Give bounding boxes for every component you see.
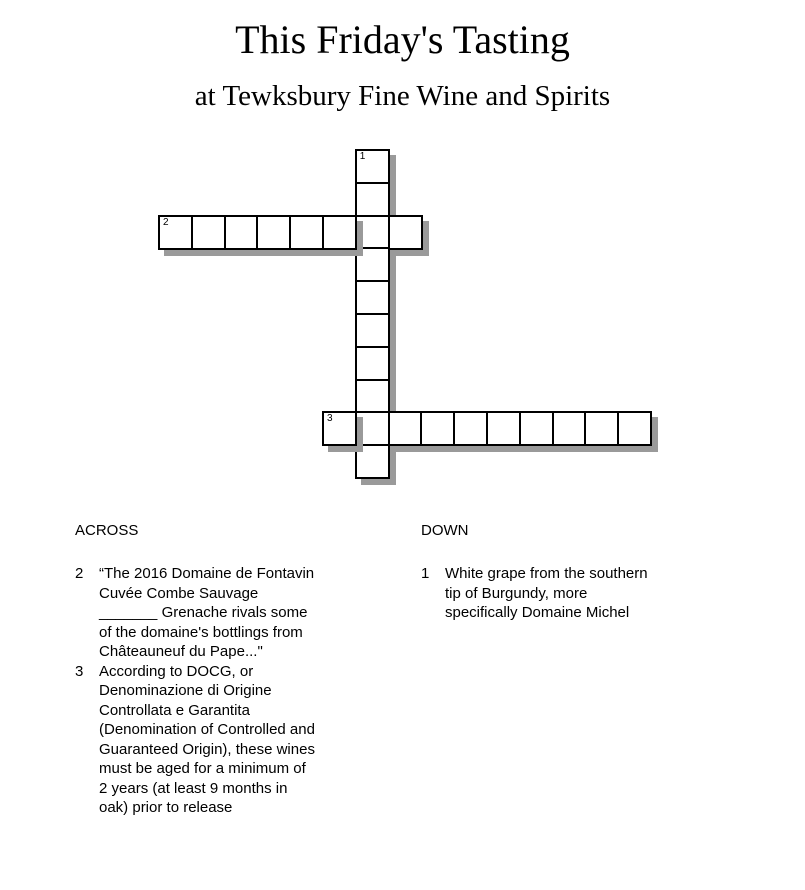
clue-number: 3	[75, 662, 84, 680]
grid-cell[interactable]	[388, 215, 423, 250]
grid-cell[interactable]	[158, 215, 193, 250]
grid-cell[interactable]	[355, 313, 390, 348]
grid-cell[interactable]	[256, 215, 291, 250]
cell-number: 3	[327, 413, 333, 425]
grid-cell[interactable]	[584, 411, 619, 446]
page-subtitle: at Tewksbury Fine Wine and Spirits	[194, 80, 611, 112]
grid-cell[interactable]	[420, 411, 455, 446]
clue-number: 2	[75, 565, 84, 582]
page-title: This Friday's Tasting	[235, 17, 570, 62]
across-heading: ACROSS	[75, 522, 139, 539]
grid-cell[interactable]	[355, 149, 390, 184]
clue-text: “The 2016 Domaine de Fontavin Cuvée Combe Sauvage _______ Grenache rivals some of the domaine's bottlings from Châteauneuf du Pape..."	[99, 565, 315, 660]
grid-cell[interactable]	[224, 215, 259, 250]
grid-cell[interactable]	[355, 346, 390, 381]
cell-number: 2	[163, 216, 169, 228]
grid-cell[interactable]	[486, 411, 521, 446]
grid-cell[interactable]	[388, 411, 423, 446]
grid-cell[interactable]	[322, 215, 357, 250]
down-heading: DOWN	[421, 522, 469, 539]
grid-cell[interactable]	[289, 215, 324, 250]
grid-cell[interactable]	[552, 411, 587, 446]
grid-cell[interactable]	[355, 182, 390, 217]
grid-cell[interactable]	[355, 215, 390, 250]
grid-cell[interactable]	[355, 379, 390, 414]
grid-cell[interactable]	[453, 411, 488, 446]
down-clues	[421, 520, 661, 623]
grid-cell[interactable]	[191, 215, 226, 250]
grid-cell[interactable]	[322, 411, 357, 446]
clue-text: According to DOCG, or Denominazione di Origine Controllata e Garantita (Denomination of Controlled and Guaranteed Origin), these wines must be aged for a minimum of 2 years (at least 9 months in oak) prior to release	[99, 662, 315, 816]
clue-number: 1	[421, 565, 430, 582]
grid-cell[interactable]	[355, 411, 390, 446]
grid-cell[interactable]	[617, 411, 652, 446]
clue-text: White grape from the southern tip of Burgundy, more specifically Domaine Michel	[445, 565, 648, 621]
grid-cell[interactable]	[355, 247, 390, 282]
grid-cell[interactable]	[519, 411, 554, 446]
across-clue-2[interactable]	[75, 564, 315, 662]
down-clue-1[interactable]	[421, 564, 661, 623]
grid-cell[interactable]	[355, 444, 390, 479]
across-clues	[75, 520, 315, 818]
grid-cell[interactable]	[355, 280, 390, 315]
across-clue-3[interactable]	[75, 662, 315, 818]
cell-number: 1	[359, 151, 366, 162]
